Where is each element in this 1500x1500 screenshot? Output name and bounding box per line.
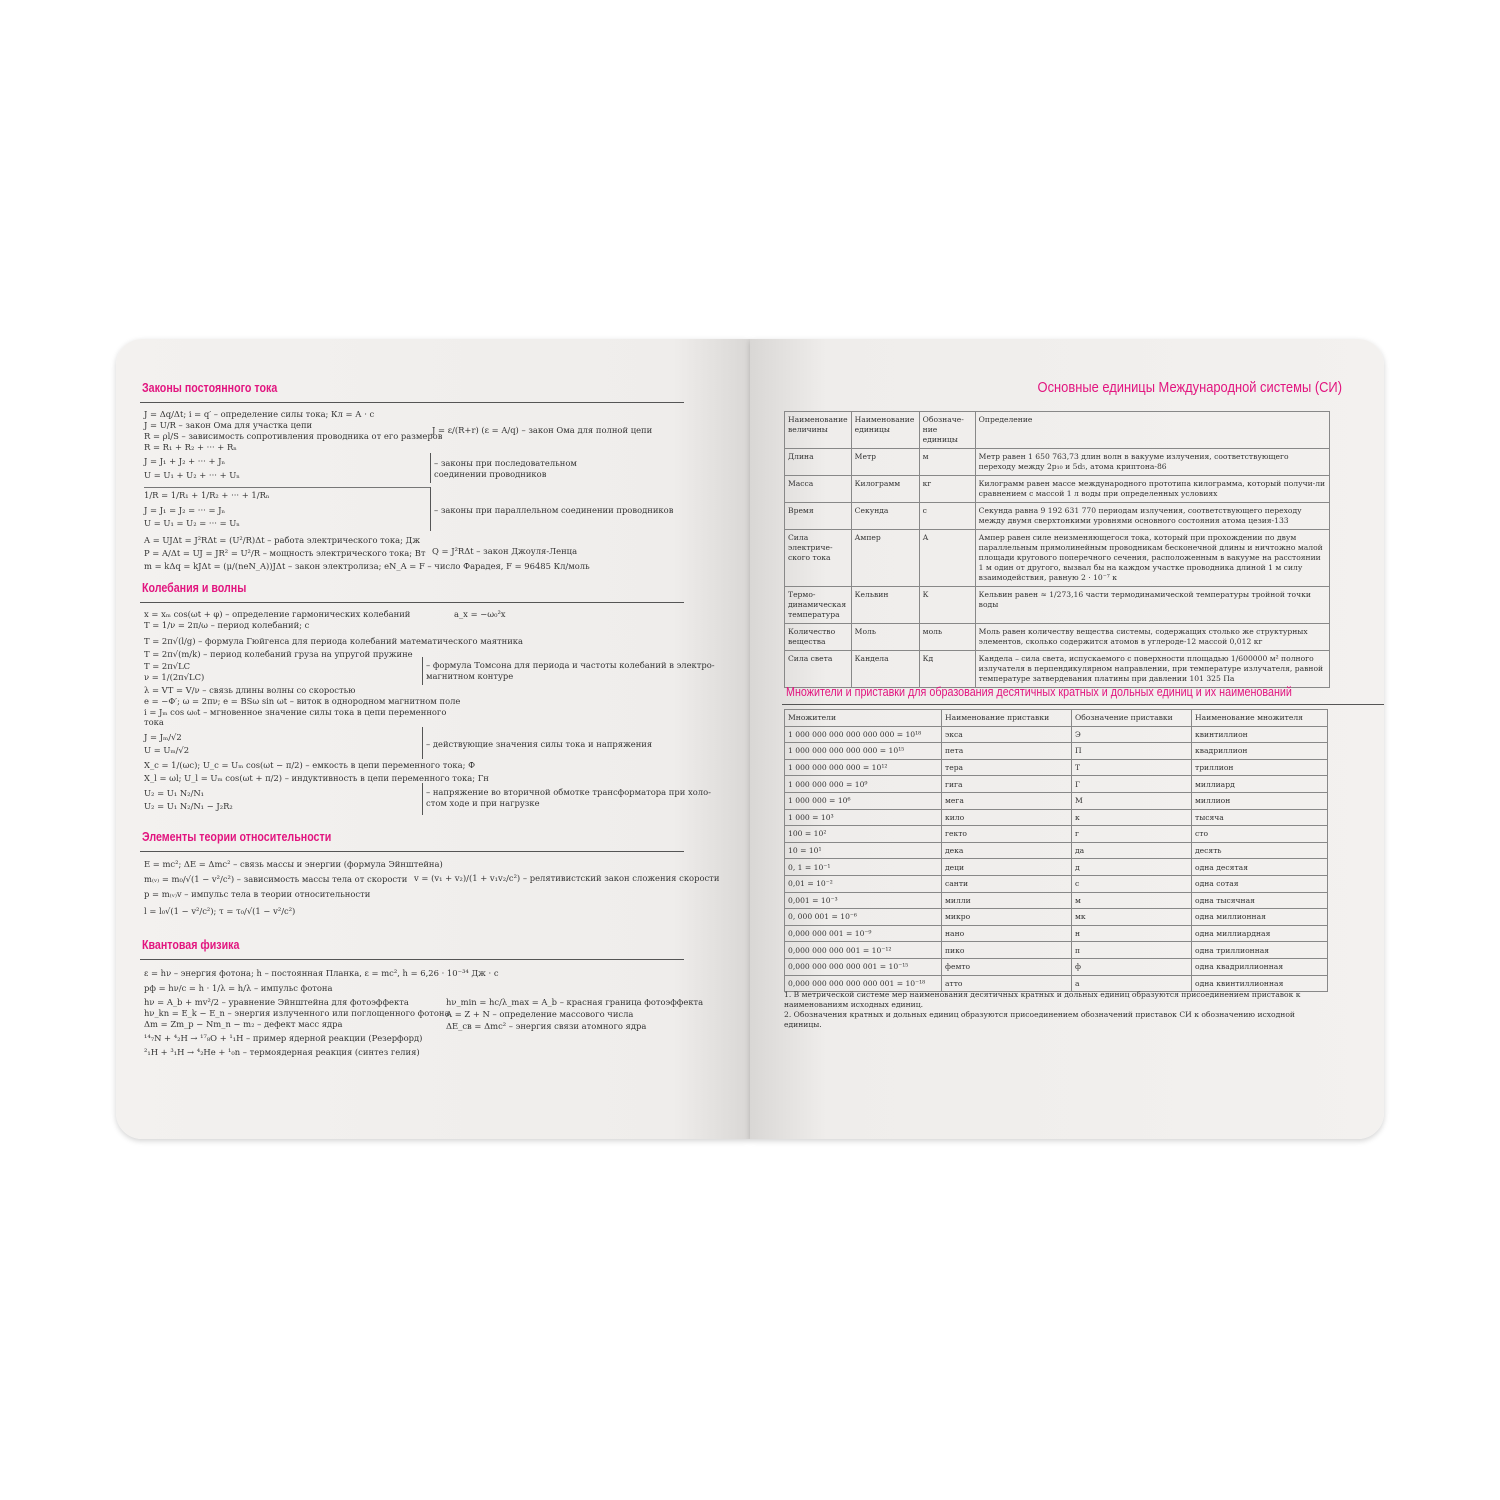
formula-line: ΔE_cв = Δmc² – энергия связи атомного ядра (446, 1021, 647, 1031)
formula-line: R = R₁ + R₂ + ··· + Rₙ (144, 442, 237, 452)
notes (784, 990, 1329, 1030)
si-units-table (784, 411, 1330, 688)
formula-line: J = U/R – закон Ома для участка цепи (144, 420, 313, 430)
multipliers-cell: сто (1192, 826, 1328, 843)
formula-line: i = Jₘ cos ω₀t – мгновенное значение силы тока в цепи переменного (144, 707, 447, 717)
multipliers-cell: одна миллионная (1192, 909, 1328, 926)
multipliers-cell: 10 = 10¹ (785, 842, 942, 859)
section-title-quantum: Квантовая физика (142, 937, 240, 952)
formula-line: ¹⁴₇N + ⁴₂H → ¹⁷₈O + ¹₁H – пример ядерной реакции (Резерфорд) (144, 1033, 423, 1043)
si-cell: Длина (785, 449, 852, 476)
multipliers-table-row (785, 726, 1328, 743)
si-cell: Кельвин (851, 587, 919, 624)
multipliers-cell: Наименование приставки (942, 710, 1072, 727)
multipliers-cell: санти (942, 875, 1072, 892)
multipliers-cell: атто (942, 975, 1072, 992)
si-cell: Секунда (851, 503, 919, 530)
section-rule (782, 704, 1384, 705)
formula-note: – формула Томсона для периода и частоты колебаний в электро- (426, 660, 715, 670)
formula-line: a_x = −ω₀²x (454, 609, 506, 619)
si-cell: Секунда равна 9 192 631 770 периодам излучения, соответствующего переходу между двумя сверхтонкими уровнями основного состояния атома цезия-133 (975, 503, 1329, 530)
formula-line: A = UJΔt = J²RΔt = (U²/R)Δt – работа электрического тока; Дж (144, 535, 421, 545)
multipliers-cell: экса (942, 726, 1072, 743)
si-cell: м (919, 449, 975, 476)
multipliers-cell: дека (942, 842, 1072, 859)
multipliers-cell: 0,000 000 000 001 = 10⁻¹² (785, 942, 942, 959)
formula-line: T = 2π√(l/g) – формула Гюйгенса для периода колебаний математического маятника (144, 636, 524, 646)
formula-note: – законы при параллельном соединении проводников (434, 505, 674, 515)
multipliers-cell: тера (942, 759, 1072, 776)
multipliers-cell: Т (1072, 759, 1192, 776)
note-1: 1. В метрической системе мер наименования десятичных кратных и дольных единиц образуются присоединением приставок к наименованиям исходных единиц. (784, 990, 1301, 1009)
si-table-row (785, 587, 1330, 624)
multipliers-table-row (785, 743, 1328, 760)
si-cell: Обозначе-ние единицы (919, 412, 975, 449)
formula-line: T = 1/ν = 2π/ω – период колебаний; с (144, 620, 310, 630)
multipliers-cell: Э (1072, 726, 1192, 743)
multipliers-cell: Множители (785, 710, 942, 727)
multipliers-cell: одна миллиардная (1192, 925, 1328, 942)
multipliers-cell: 1 000 = 10³ (785, 809, 942, 826)
formula-line: ε = hν – энергия фотона; h – постоянная Планка, ε = mc², h = 6,26 · 10⁻³⁴ Дж · с (144, 968, 499, 978)
brace-line (422, 657, 423, 685)
formula-note: – действующие значения силы тока и напряжения (426, 739, 653, 749)
multipliers-table-row (785, 792, 1328, 809)
multipliers-title: Множители и приставки для образования десятичных кратных и дольных единиц и их наименований (786, 685, 1292, 699)
multipliers-cell: одна квадриллионная (1192, 958, 1328, 975)
multipliers-table-row (785, 875, 1328, 892)
si-table-row (785, 476, 1330, 503)
multipliers-cell: миллион (1192, 792, 1328, 809)
si-cell: Килограмм (851, 476, 919, 503)
multipliers-cell: Г (1072, 776, 1192, 793)
formula-note: – напряжение во вторичной обмотке трансформатора при холо- (426, 787, 711, 797)
si-cell: Наименование единицы (851, 412, 919, 449)
si-cell: Термо-динамическая температура (785, 587, 852, 624)
formula-line: X_c = 1/(ωc); U_c = Uₘ cos(ωt − π/2) – емкость в цепи переменного тока; Ф (144, 760, 476, 770)
multipliers-cell: пета (942, 743, 1072, 760)
multipliers-cell: Обозначение приставки (1072, 710, 1192, 727)
multipliers-cell: д (1072, 859, 1192, 876)
si-cell: Кандела (851, 651, 919, 688)
formula-note: стом ходе и при нагрузке (426, 798, 540, 808)
formula-line: x = xₘ cos(ωt + φ) – определение гармонических колебаний (144, 609, 411, 619)
multipliers-cell: 1 000 000 = 10⁶ (785, 792, 942, 809)
multipliers-cell: нано (942, 925, 1072, 942)
multipliers-cell: м (1072, 892, 1192, 909)
formula-line: l = l₀√(1 − v²/c²); τ = τ₀/√(1 − v²/c²) (144, 906, 296, 916)
si-cell: Масса (785, 476, 852, 503)
section-title-dc: Законы постоянного тока (142, 380, 278, 395)
multipliers-cell: 1 000 000 000 000 000 = 10¹⁵ (785, 743, 942, 760)
multipliers-cell: да (1072, 842, 1192, 859)
left-page (116, 339, 750, 1139)
si-cell: Метр равен 1 650 763,73 длин волн в вакууме излучения, соответствующего переходу между 2p₁₀ и 5d₅, атома криптона-86 (975, 449, 1329, 476)
section-rule (140, 402, 684, 403)
multipliers-cell: П (1072, 743, 1192, 760)
multipliers-cell: 100 = 10² (785, 826, 942, 843)
section-title-osc: Колебания и волны (142, 580, 247, 595)
multipliers-cell: десять (1192, 842, 1328, 859)
multipliers-table-row (785, 909, 1328, 926)
multipliers-cell: милли (942, 892, 1072, 909)
multipliers-table-row (785, 925, 1328, 942)
multipliers-cell: миллиард (1192, 776, 1328, 793)
multipliers-table-row (785, 842, 1328, 859)
si-cell: Количество вещества (785, 624, 852, 651)
formula-line: pф = hν/c = h · 1/λ = h/λ – импульс фотона (144, 983, 333, 993)
multipliers-cell: М (1072, 792, 1192, 809)
multipliers-cell: н (1072, 925, 1192, 942)
multipliers-cell: 1 000 000 000 000 000 000 = 10¹⁸ (785, 726, 942, 743)
multipliers-cell: гекто (942, 826, 1072, 843)
multipliers-table-row (785, 759, 1328, 776)
formula-line: ²₁H + ³₁H → ⁴₂He + ¹₀n – термоядерная реакция (синтез гелия) (144, 1047, 420, 1057)
multipliers-cell: одна сотая (1192, 875, 1328, 892)
si-cell: Метр (851, 449, 919, 476)
formula-line: P = A/Δt = UJ = JR² = U²/R – мощность электрического тока; Вт (144, 548, 426, 558)
multipliers-cell: фемто (942, 958, 1072, 975)
right-page (750, 339, 1384, 1139)
si-table-header (785, 412, 1330, 449)
multipliers-cell: 0,001 = 10⁻³ (785, 892, 942, 909)
si-cell: Ампер (851, 530, 919, 587)
multipliers-table-row (785, 826, 1328, 843)
multipliers-table-row (785, 809, 1328, 826)
multipliers-cell: одна квинтиллионная (1192, 975, 1328, 992)
multipliers-table (784, 709, 1328, 992)
si-cell: Моль (851, 624, 919, 651)
multipliers-cell: 1 000 000 000 = 10⁹ (785, 776, 942, 793)
multipliers-table-row (785, 942, 1328, 959)
formula-line: hν_min = hc/λ_max = A_b – красная граница фотоэффекта (446, 997, 704, 1007)
si-cell: Сила света (785, 651, 852, 688)
formula-line: T = 2π√LC (144, 661, 191, 671)
formula-line: E = mc²; ΔE = Δmc² – связь массы и энергии (формула Эйнштейна) (144, 859, 443, 869)
section-title-relativity: Элементы теории относительности (142, 829, 332, 844)
formula-line: U = Uₘ/√2 (144, 745, 190, 755)
multipliers-table-row (785, 776, 1328, 793)
multipliers-cell: мега (942, 792, 1072, 809)
multipliers-cell: с (1072, 875, 1192, 892)
separator-line (144, 487, 430, 488)
formula-line: U₂ = U₁ N₂/N₁ − J₂R₂ (144, 801, 233, 811)
formula-line: J = J₁ + J₂ + ··· + Jₙ (144, 456, 226, 466)
si-title: Основные единицы Международной системы (СИ) (1037, 379, 1342, 396)
multipliers-table-row (785, 892, 1328, 909)
si-cell: Наименование величины (785, 412, 852, 449)
brace-line (430, 487, 431, 531)
formula-line: тока (144, 717, 164, 727)
brace-line (430, 453, 431, 483)
si-cell: Ампер равен силе неизменяющегося тока, который при прохождении по двум параллельным прямолинейным проводникам бесконечной длины и ничтожно малой площади кругового поперечного сечения, расположенным в вакууме на расстоянии 1 м один от другого, вызвал бы на каждом участке проводника длиной 1 м силу взаимодействия, равную 2 · 10⁻⁷ к (975, 530, 1329, 587)
formula-line: A = Z + N – определение массового числа (446, 1009, 634, 1019)
formula-note: – законы при последовательном (434, 458, 577, 468)
multipliers-cell: тысяча (1192, 809, 1328, 826)
formula-line: J = Jₘ/√2 (144, 732, 182, 742)
formula-line: X_l = ωl; U_l = Uₘ cos(ωt + π/2) – индуктивность в цепи переменного тока; Гн (144, 773, 489, 783)
formula-line: m = kΔq = kJΔt = (μ/(neN_A))JΔt – закон электролиза; eN_A = F – число Фарадея, F = 96485 Кл/моль (144, 561, 590, 571)
multipliers-cell: 0, 000 001 = 10⁻⁶ (785, 909, 942, 926)
si-cell: Кд (919, 651, 975, 688)
si-cell: Время (785, 503, 852, 530)
formula-line: T = 2π√(m/k) – период колебаний груза на упругой пружине (144, 649, 413, 659)
si-cell: Кандела – сила света, испускаемого с поверхности площадью 1/600000 м² полного излучателя в перпендикулярном направлении, при температуре излучателя, равной температуре затвердевания платины при давлении 101 325 Па (975, 651, 1329, 688)
multipliers-cell: к (1072, 809, 1192, 826)
formula-line: e = −Φ′; ω = 2πν; e = BSω sin ωt – виток в однородном магнитном поле (144, 696, 461, 706)
multipliers-cell: 1 000 000 000 000 = 10¹² (785, 759, 942, 776)
multipliers-cell: квинтиллион (1192, 726, 1328, 743)
multipliers-cell: г (1072, 826, 1192, 843)
brace-line (422, 727, 423, 759)
multipliers-cell: 0,01 = 10⁻² (785, 875, 942, 892)
formula-line: J = Δq/Δt; i = q′ – определение силы тока; Кл = А · с (144, 409, 375, 419)
formula-line: p = m₍ᵥ₎v – импульс тела в теории относительности (144, 889, 371, 899)
si-cell: А (919, 530, 975, 587)
formula-line: hν = A_b + mv²/2 – уравнение Эйнштейна для фотоэффекта (144, 997, 409, 1007)
formula-line: λ = VT = V/ν – связь длины волны со скоростью (144, 685, 356, 695)
si-table-row (785, 449, 1330, 476)
multipliers-cell: а (1072, 975, 1192, 992)
section-rule (140, 851, 684, 852)
formula-line: 1/R = 1/R₁ + 1/R₂ + ··· + 1/Rₙ (144, 490, 270, 500)
formula-line: ν = 1/(2π√LC) (144, 672, 205, 682)
multipliers-cell: 0,000 000 001 = 10⁻⁹ (785, 925, 942, 942)
multipliers-cell: 0,000 000 000 000 001 = 10⁻¹⁵ (785, 958, 942, 975)
si-cell: с (919, 503, 975, 530)
multipliers-table-row (785, 859, 1328, 876)
si-table-row (785, 530, 1330, 587)
multipliers-cell: пико (942, 942, 1072, 959)
multipliers-table-row (785, 958, 1328, 975)
formula-line: v = (v₁ + v₂)/(1 + v₁v₂/c²) – релятивистский закон сложения скорости (414, 873, 720, 883)
formula-line: J = J₁ = J₂ = ··· = Jₙ (144, 505, 226, 515)
si-cell: Моль равен количеству вещества системы, содержащих столько же структурных элементов, сколько содержится атомов в углероде-12 массой 0,012 кг (975, 624, 1329, 651)
section-rule (140, 959, 684, 960)
formula-line: m₍ᵥ₎ = m₀/√(1 − v²/c²) – зависимость массы тела от скорости (144, 874, 408, 884)
formula-line: U = U₁ = U₂ = ··· = Uₙ (144, 518, 240, 528)
multipliers-cell: одна тысячная (1192, 892, 1328, 909)
si-cell: кг (919, 476, 975, 503)
formula-line: U₂ = U₁ N₂/N₁ (144, 788, 205, 798)
multipliers-cell: 0, 1 = 10⁻¹ (785, 859, 942, 876)
section-rule (140, 602, 684, 603)
formula-line: Δm = Zm_p − Nm_n − m₂ – дефект масс ядра (144, 1019, 343, 1029)
multipliers-cell: гига (942, 776, 1072, 793)
formula-note: соединении проводников (434, 469, 547, 479)
multipliers-cell: микро (942, 909, 1072, 926)
brace-line (422, 783, 423, 815)
si-cell: К (919, 587, 975, 624)
formula-line: R = ρl/S – зависимость сопротивления проводника от его размеров (144, 431, 443, 441)
multipliers-cell: квадриллион (1192, 743, 1328, 760)
formula-line: J = ε/(R+r) (ε = A/q) – закон Ома для полной цепи (432, 425, 653, 435)
formula-line: U = U₁ + U₂ + ··· + Uₙ (144, 470, 240, 480)
multipliers-cell: кило (942, 809, 1072, 826)
formula-line: hν_kn = E_k − E_n – энергия излученного или поглощенного фотона (144, 1008, 450, 1018)
si-cell: Кельвин равен ≈ 1/273,16 части термодинамической температуры тройной точки воды (975, 587, 1329, 624)
multipliers-cell: триллион (1192, 759, 1328, 776)
multipliers-cell: Наименование множителя (1192, 710, 1328, 727)
multipliers-cell: ф (1072, 958, 1192, 975)
si-table-row (785, 503, 1330, 530)
multipliers-cell: одна триллионная (1192, 942, 1328, 959)
multipliers-cell: одна десятая (1192, 859, 1328, 876)
multipliers-table-header (785, 710, 1328, 727)
formula-note: магнитном контуре (426, 671, 514, 681)
multipliers-cell: мк (1072, 909, 1192, 926)
multipliers-cell: деци (942, 859, 1072, 876)
multipliers-cell: 0,000 000 000 000 000 001 = 10⁻¹⁸ (785, 975, 942, 992)
si-cell: Килограмм равен массе международного прототипа килограмма, который получи-ли сравнением с массой 1 л воды при определенных условиях (975, 476, 1329, 503)
si-cell: моль (919, 624, 975, 651)
si-table-row (785, 624, 1330, 651)
si-cell: Сила электриче-ского тока (785, 530, 852, 587)
note-2: 2. Обозначения кратных и дольных единиц образуются присоединением обозначений приставок СИ к обозначению исходной единицы. (784, 1010, 1295, 1029)
formula-line: Q = J²RΔt – закон Джоуля-Ленца (432, 546, 578, 556)
si-cell: Определение (975, 412, 1329, 449)
si-table-row (785, 651, 1330, 688)
multipliers-cell: п (1072, 942, 1192, 959)
